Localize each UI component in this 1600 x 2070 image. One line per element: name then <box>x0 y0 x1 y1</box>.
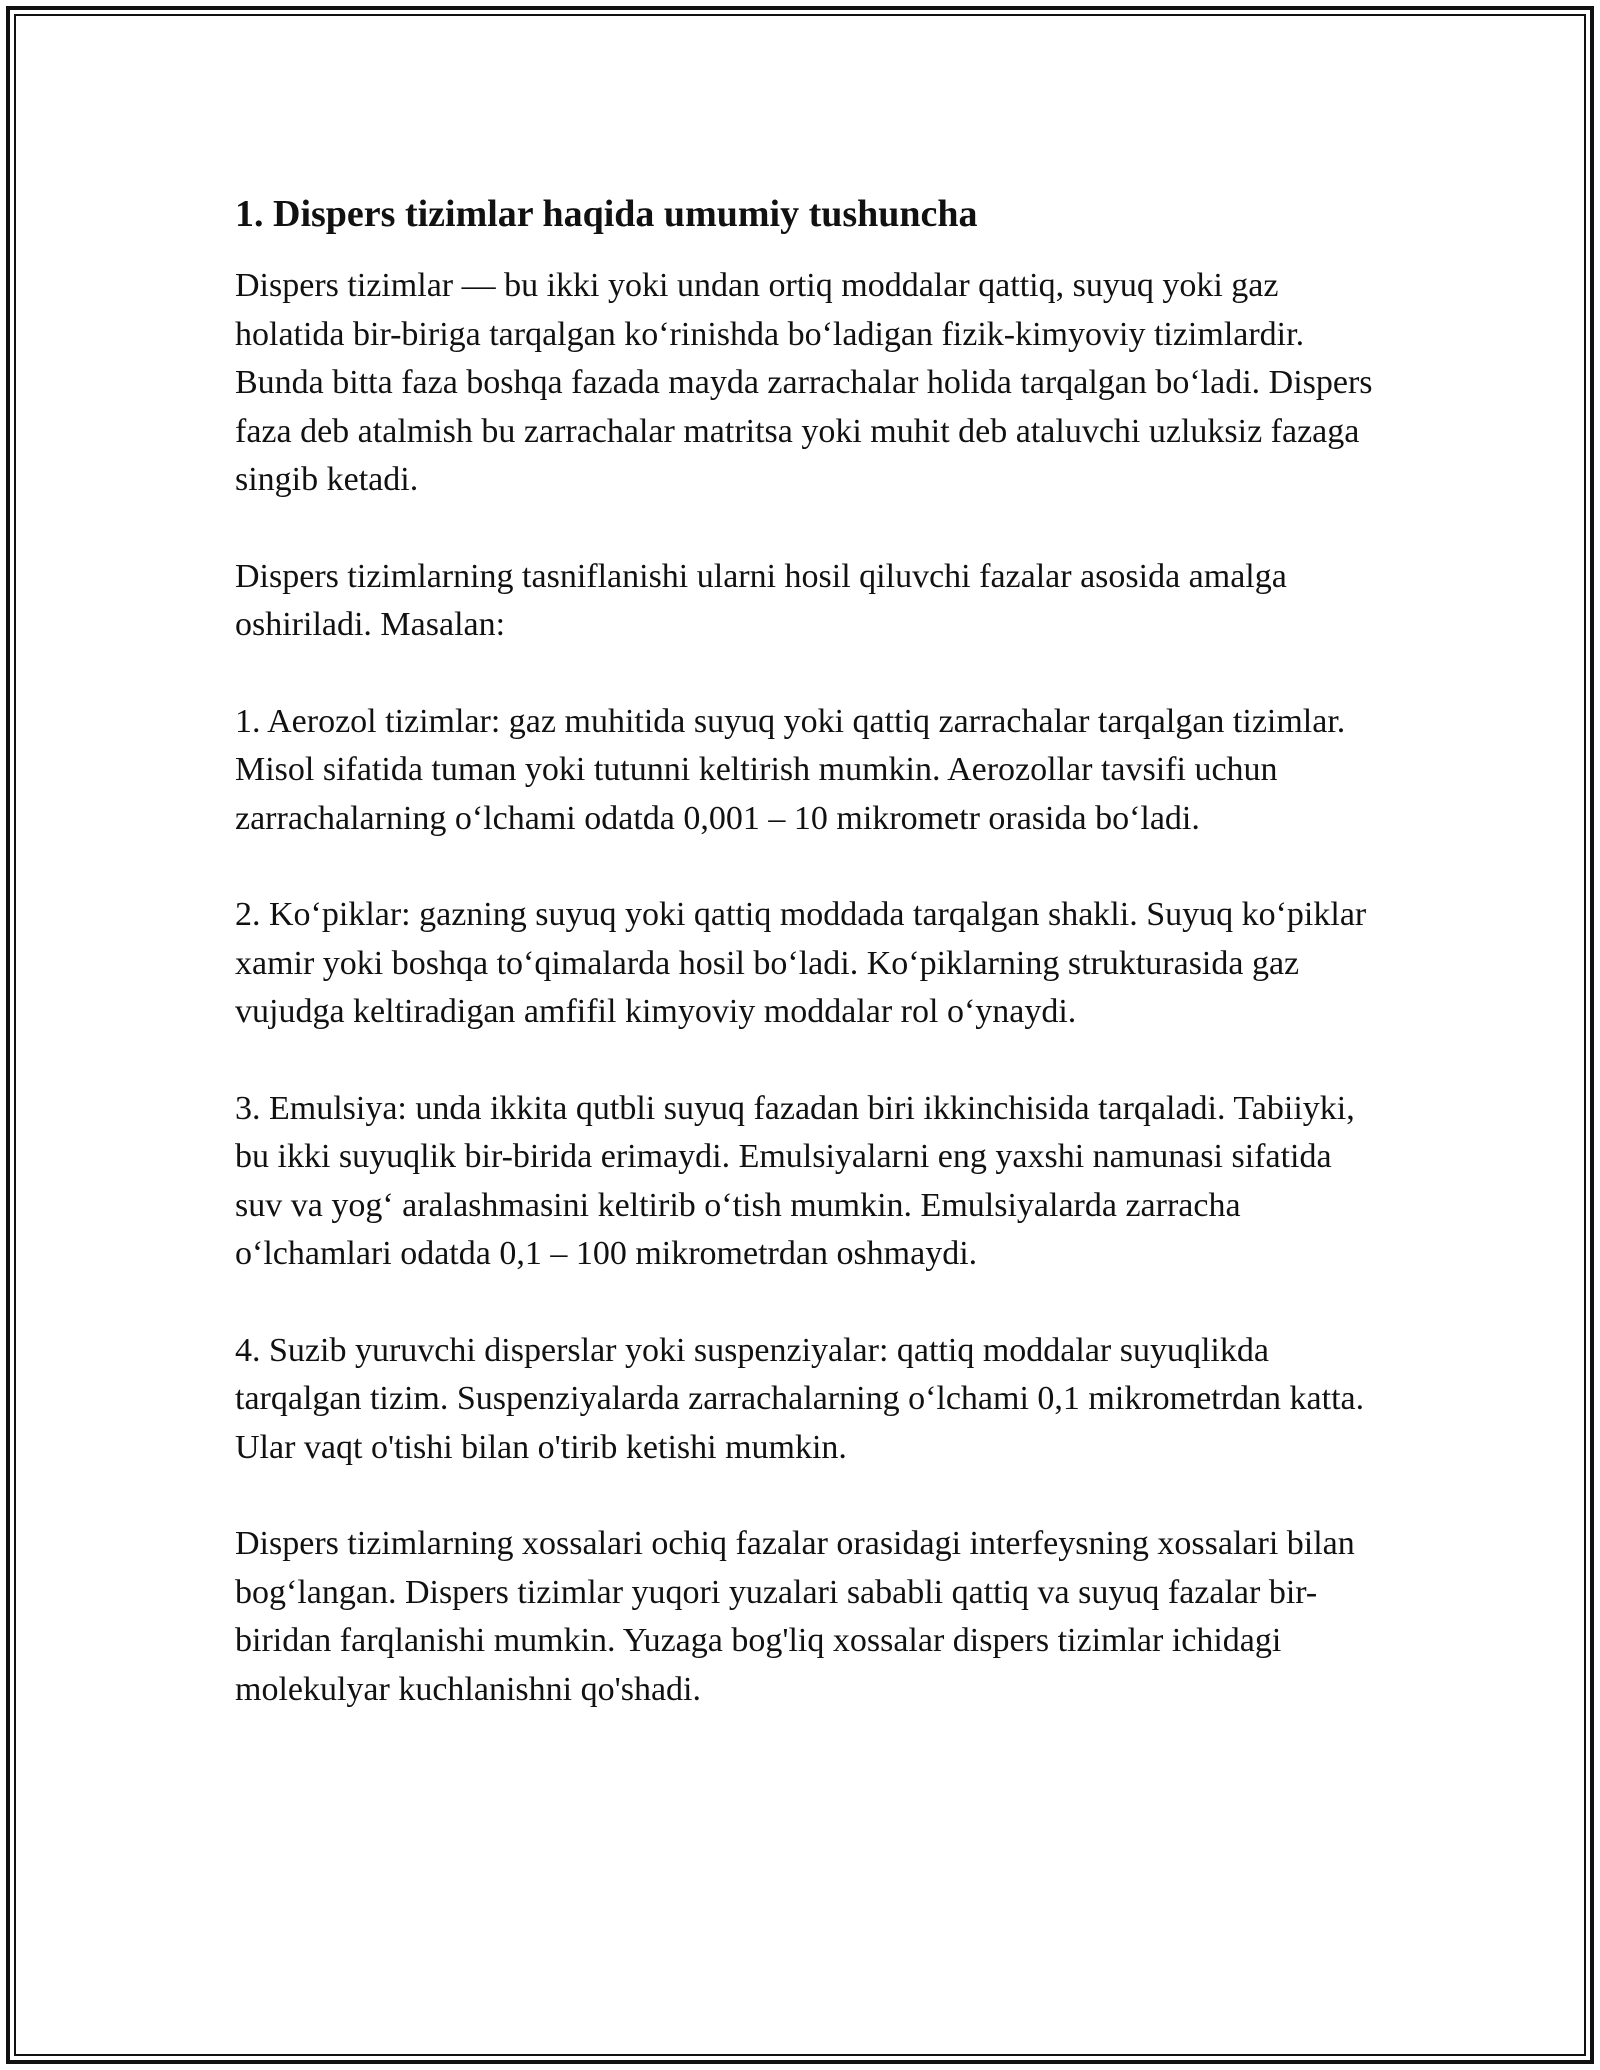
section-heading: 1. Dispers tizimlar haqida umumiy tushuncha <box>235 193 978 235</box>
paragraph-properties: Dispers tizimlarning xossalari ochiq fazalar orasidagi interfeysning xossalari bilan bog‘langan. Dispers tizimlar yuqori yuzalari sababli qattiq va suyuq fazalar bir-biridan farqlanishi mumkin. Yuzaga bog'liq xossalar dispers tizimlar ichidagi molekulyar kuchlanishni qo'shadi. <box>235 1525 1355 1708</box>
paragraph-aerosols: 1. Aerozol tizimlar: gaz muhitida suyuq yoki qattiq zarrachalar tarqalgan tizimlar. Misol sifatida tuman yoki tutunni keltirish mumkin. Aerozollar tavsifi uchun zarrachalarning o‘lchami odatda 0,001 – 10 mikrometr orasida bo‘ladi. <box>235 702 1346 837</box>
paragraph-foams: 2. Ko‘piklar: gazning suyuq yoki qattiq moddada tarqalgan shakli. Suyuq ko‘piklar xamir yoki boshqa to‘qimalarda hosil bo‘ladi. Ko‘piklarning strukturasida gaz vujudga keltiradigan amfifil kimyoviy moddalar rol o‘ynaydi. <box>235 896 1367 1030</box>
paragraph-definition: Dispers tizimlar — bu ikki yoki undan ortiq moddalar qattiq, suyuq yoki gaz holatida bir-biriga tarqalgan ko‘rinishda bo‘ladigan fizik-kimyoviy tizimlardir. Bunda bitta faza boshqa fazada mayda zarrachalar holida tarqalgan bo‘ladi. Dispers faza deb atalmish bu zarrachalar matritsa yoki muhit deb ataluvchi uzluksiz fazaga singib ketadi. <box>235 267 1373 498</box>
paragraph-emulsions: 3. Emulsiya: unda ikkita qutbli suyuq fazadan biri ikkinchisida tarqaladi. Tabiiyki, bu ikki suyuqlik bir-birida erimaydi. Emulsiyalarni eng yaxshi namunasi sifatida suv va yog‘ aralashmasini keltirib o‘tish mumkin. Emulsiyalarda zarracha o‘lchamlari odatda 0,1 – 100 mikrometrdan oshmaydi. <box>235 1089 1355 1272</box>
paragraph-suspensions: 4. Suzib yuruvchi disperslar yoki suspenziyalar: qattiq moddalar suyuqlikda tarqalgan tizim. Suspenziyalarda zarrachalarning o‘lchami 0,1 mikrometrdan katta. Ular vaqt o'tishi bilan o'tirib ketishi mumkin. <box>235 1331 1365 1466</box>
paragraph-classification: Dispers tizimlarning tasniflanishi ularni hosil qiluvchi fazalar asosida amalga oshiriladi. Masalan: <box>235 557 1287 643</box>
document-body <box>235 186 1375 1714</box>
